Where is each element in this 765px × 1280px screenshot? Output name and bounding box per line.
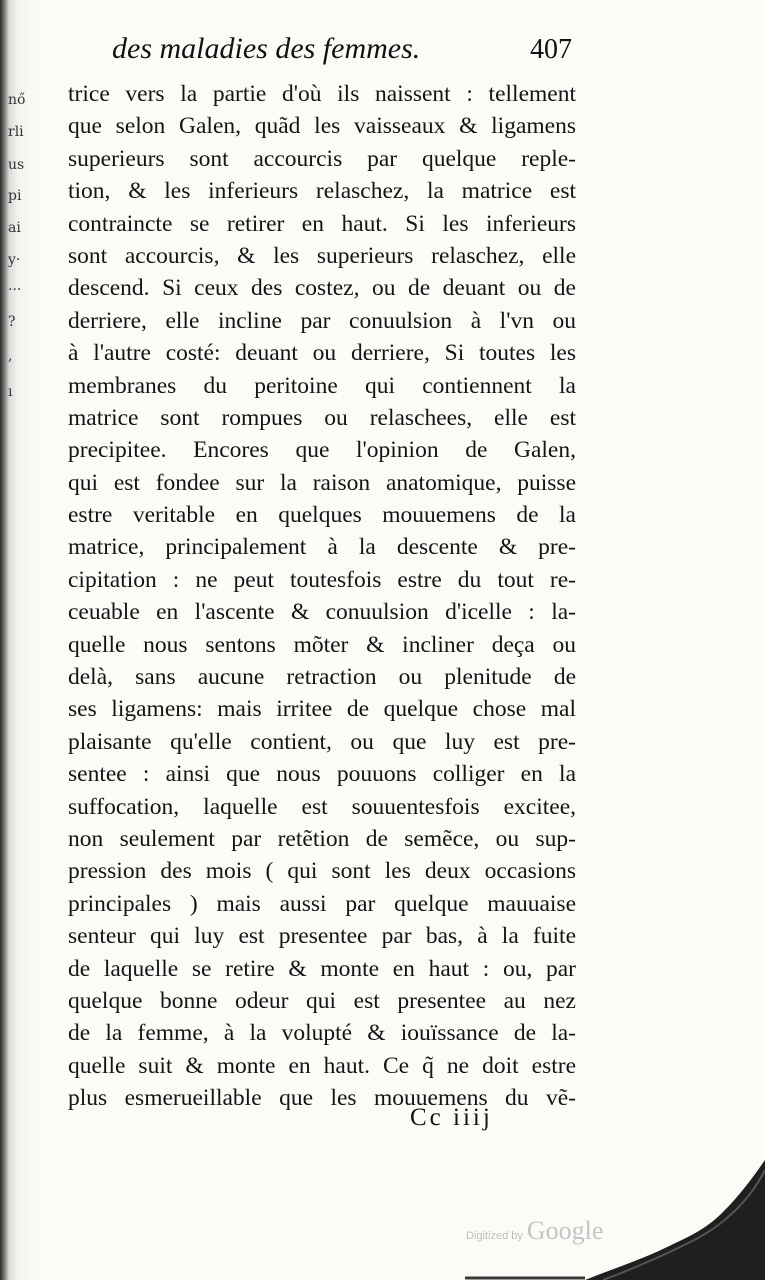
text-line: trice vers la partie d'où ils naissent : tellement bbox=[68, 81, 576, 107]
text-line: quelle suit & monte en haut. Ce q̃ ne doit estre bbox=[68, 1052, 576, 1079]
margin-fragment: ai bbox=[8, 220, 21, 236]
text-line: plus esmerueillable que les mouuemens du vẽ- bbox=[68, 1085, 576, 1112]
text-line: ses ligamens: mais irritee de quelque chose mal bbox=[68, 696, 576, 723]
text-line: delà, sans aucune retraction ou plenitude de bbox=[68, 664, 576, 691]
text-line: membranes du peritoine qui contiennent la bbox=[68, 372, 576, 399]
margin-fragment: ? bbox=[8, 314, 16, 330]
text-line: ceuable en l'ascente & conuulsion d'icelle : la- bbox=[68, 599, 576, 626]
margin-fragment: us bbox=[8, 157, 25, 173]
page-number: 407 bbox=[530, 34, 572, 65]
text-line: precipitee. Encores que l'opinion de Galen, bbox=[68, 437, 576, 464]
text-line: descend. Si ceux des costez, ou de deuant ou de bbox=[68, 275, 576, 302]
margin-fragment: , bbox=[8, 348, 13, 364]
text-line: plaisante qu'elle contient, ou que luy est pre- bbox=[68, 728, 576, 755]
text-line: principales ) mais aussi par quelque mauuaise bbox=[68, 890, 576, 917]
text-line: suffocation, laquelle est souuentesfois excitee, bbox=[68, 793, 576, 820]
text-line: superieurs sont accourcis par quelque reple- bbox=[68, 145, 576, 172]
watermark-brand: Google bbox=[526, 1216, 604, 1245]
text-line: estre veritable en quelques mouuemens de la bbox=[68, 502, 576, 529]
text-line: qui est fondee sur la raison anatomique, puisse bbox=[68, 469, 576, 496]
margin-fragment: nő bbox=[8, 92, 26, 108]
text-line: tion, & les inferieurs relaschez, la matrice est bbox=[68, 178, 576, 205]
text-line: que selon Galen, quãd les vaisseaux & ligamens bbox=[68, 113, 576, 140]
text-line: sont accourcis, & les superieurs relaschez, elle bbox=[68, 242, 576, 269]
text-line: quelque bonne odeur qui est presentee au nez bbox=[68, 987, 576, 1014]
digitization-watermark bbox=[466, 1216, 603, 1246]
text-line: non seulement par retẽtion de semẽce, ou sup- bbox=[68, 825, 576, 852]
margin-fragment: y· bbox=[8, 252, 21, 268]
text-line: de la femme, à la volupté & iouïssance de la- bbox=[68, 1020, 576, 1047]
margin-fragment: ··· bbox=[8, 282, 22, 298]
text-line: contraincte se retirer en haut. Si les inferieurs bbox=[68, 210, 576, 237]
watermark-prefix: Digitized by bbox=[466, 1230, 523, 1242]
margin-fragment: rli bbox=[8, 124, 24, 140]
text-line: derriere, elle incline par conuulsion à l'vn ou bbox=[68, 307, 576, 334]
text-line: pression des mois ( qui sont les deux occasions bbox=[68, 858, 576, 885]
text-line: matrice sont rompues ou relaschees, elle est bbox=[68, 404, 576, 431]
margin-fragment: ı bbox=[8, 384, 13, 400]
page-header bbox=[112, 32, 572, 76]
text-line: senteur qui luy est presentee par bas, à la fuite bbox=[68, 923, 576, 950]
running-title: des maladies des femmes. bbox=[112, 32, 421, 65]
text-line: matrice, principalement à la descente & pre- bbox=[68, 534, 576, 561]
text-line: à l'autre costé: deuant ou derriere, Si toutes les bbox=[68, 340, 576, 367]
signature-mark: Cc iiij bbox=[410, 1104, 493, 1131]
text-line: cipitation : ne peut toutesfois estre du tout re- bbox=[68, 566, 576, 593]
body-text bbox=[68, 78, 576, 1115]
text-line: sentee : ainsi que nous pouuons colliger en la bbox=[68, 761, 576, 788]
text-line: quelle nous sentons mõter & incliner deça ou bbox=[68, 631, 576, 658]
text-line: de laquelle se retire & monte en haut : ou, par bbox=[68, 955, 576, 982]
margin-fragment: pi bbox=[8, 188, 22, 204]
